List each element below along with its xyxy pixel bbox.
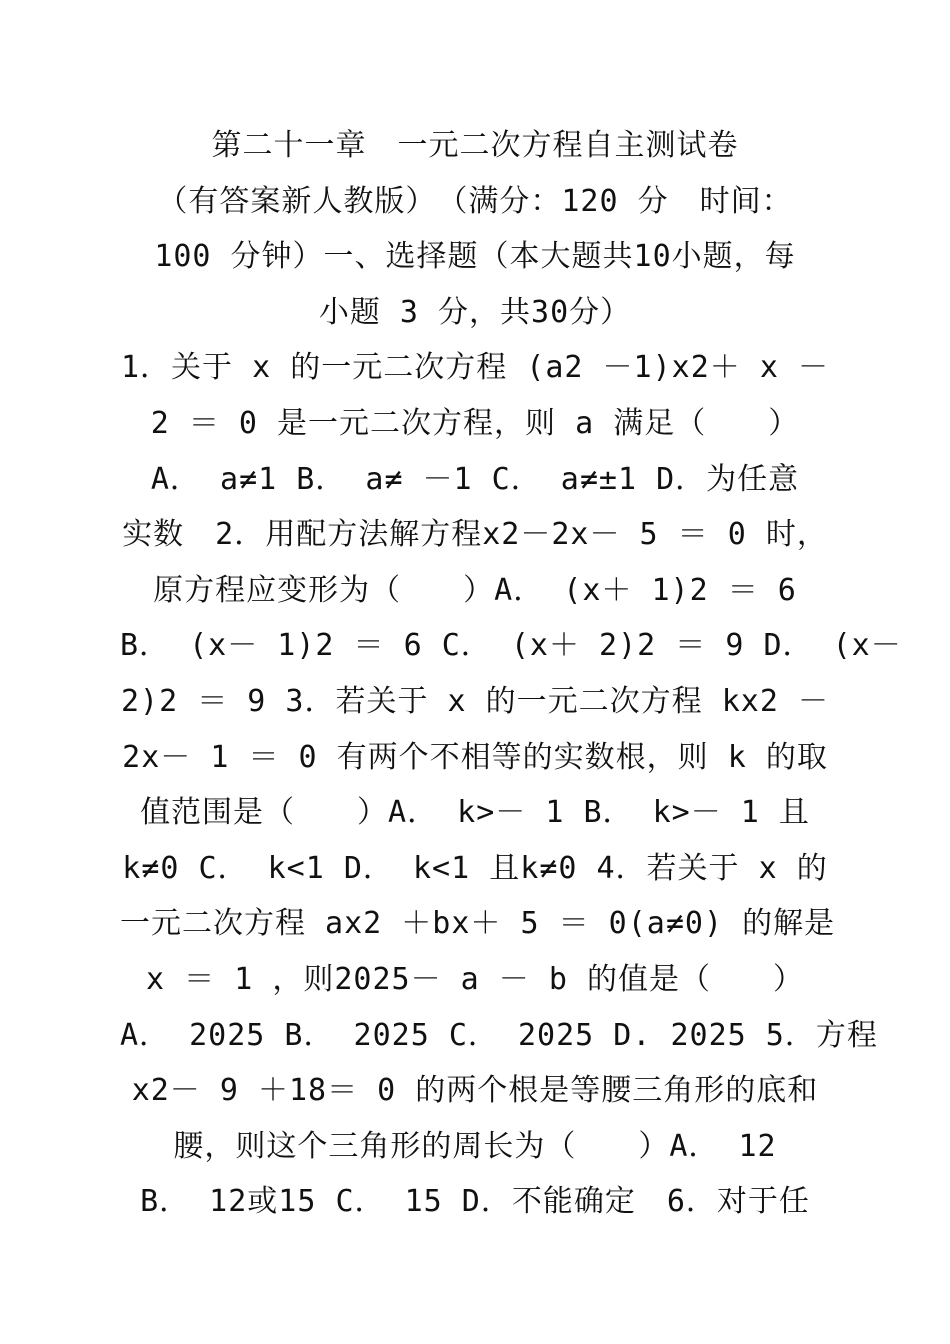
text-line: 腰，则这个三角形的周长为（ ）A． 12 <box>173 1128 777 1164</box>
text-line: 1．关于 x 的一元二次方程 (a2 －1)x2＋ x － <box>121 350 829 386</box>
text-line: A． 2025 B． 2025 C． 2025 D. 2025 5．方程 <box>120 1017 878 1053</box>
title-line: 第二十一章 一元二次方程自主测试卷 <box>211 128 739 163</box>
text-line: 一元二次方程 ax2 ＋bx＋ 5 ＝ 0(a≠0) 的解是 <box>120 906 836 942</box>
text-line: 小题 3 分，共30分） <box>318 294 632 330</box>
text-line: k≠0 C． k<1 D． k<1 且k≠0 4．若关于 x 的 <box>122 850 828 886</box>
document-body <box>120 118 902 1230</box>
text-line: x2－ 9 ＋18＝ 0 的两个根是等腰三角形的底和 <box>131 1073 819 1109</box>
text-line: B． 12或15 C． 15 D．不能确定 6．对于任 <box>140 1184 810 1220</box>
text-line: 2 ＝ 0 是一元二次方程，则 a 满足（ ） <box>150 405 800 441</box>
text-line: 值范围是（ ）A． k>－ 1 B． k>－ 1 且 <box>140 795 810 831</box>
text-line: 2x－ 1 ＝ 0 有两个不相等的实数根，则 k 的取 <box>122 739 828 775</box>
text-line: （有答案新人教版） （满分：120 分 时间： <box>157 183 793 219</box>
text-line: A． a≠1 B． a≠ －1 C． a≠±1 D．为任意 <box>150 461 800 497</box>
text-line: 实数 2．用配方法解方程x2－2x－ 5 ＝ 0 时， <box>122 517 828 553</box>
text-line: B． (x－ 1)2 ＝ 6 C． (x＋ 2)2 ＝ 9 D． (x－ <box>120 628 902 664</box>
text-line: x ＝ 1 ，则2025－ a － b 的值是（ ） <box>146 961 804 997</box>
text-line: 原方程应变形为（ ）A． (x＋ 1)2 ＝ 6 <box>153 572 797 608</box>
text-line: 100 分钟）一、选择题（本大题共10小题，每 <box>154 239 796 275</box>
text-line: 2)2 ＝ 9 3．若关于 x 的一元二次方程 kx2 － <box>121 683 829 719</box>
